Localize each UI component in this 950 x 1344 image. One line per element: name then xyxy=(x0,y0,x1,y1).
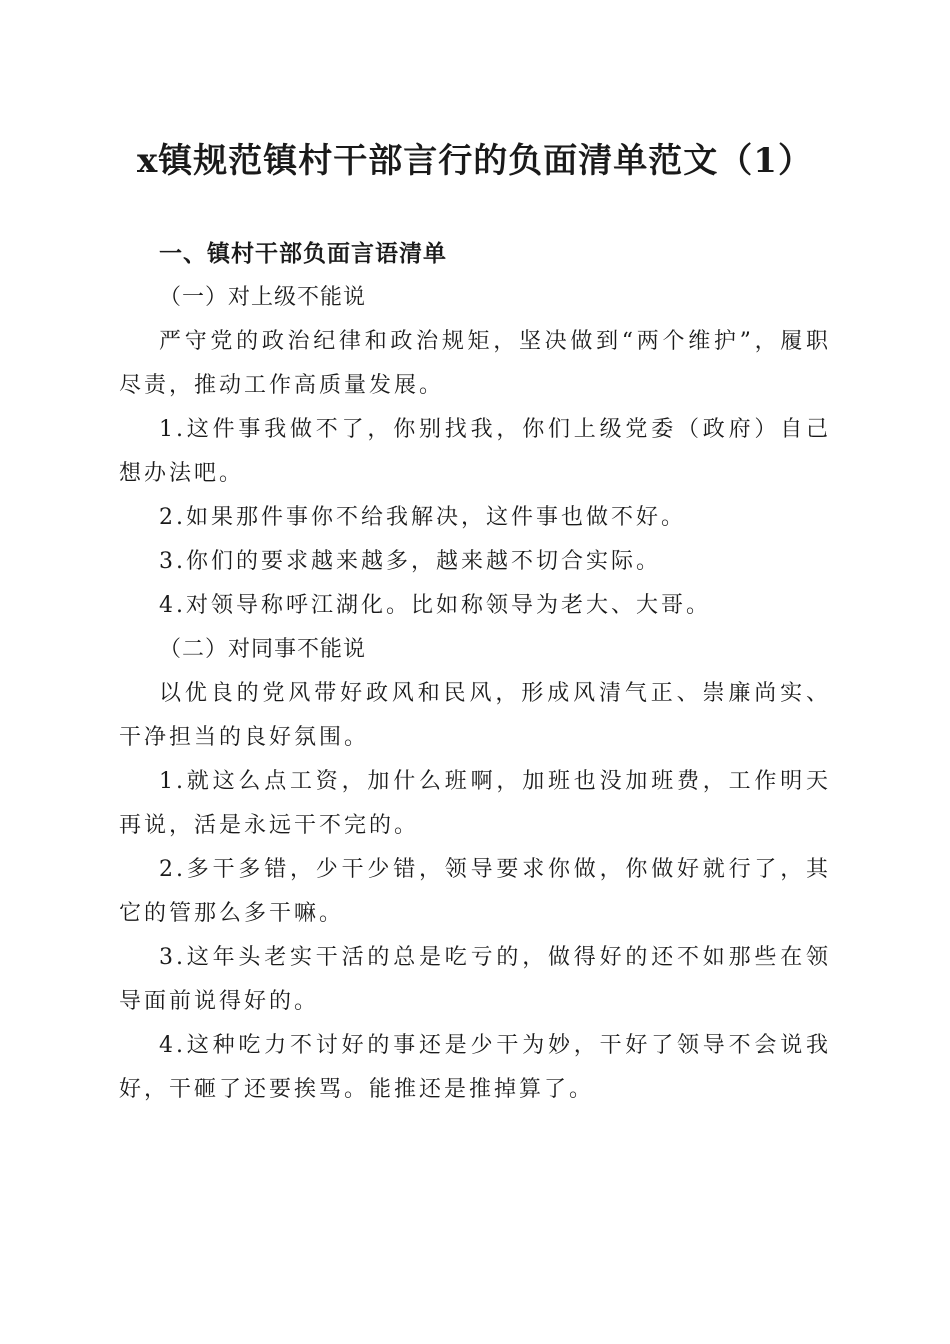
list-item: 2.如果那件事你不给我解决，这件事也做不好。 xyxy=(159,505,686,530)
list-item: 2.多干多错，少干少错，领导要求你做，你做好就行了，其它的管那么多干嘛。 xyxy=(119,857,831,926)
list-item: 4.这种吃力不讨好的事还是少干为妙，干好了领导不会说我好，干砸了还要挨骂。能推还是推掉算了。 xyxy=(119,1033,831,1102)
subsection-heading-superiors: （一）对上级不能说 xyxy=(159,285,367,310)
list-item: 1.这件事我做不了，你别找我，你们上级党委（政府）自己想办法吧。 xyxy=(119,417,831,486)
list-item: 4.对领导称呼江湖化。比如称领导为老大、大哥。 xyxy=(159,593,711,618)
subsection-intro-superiors: 严守党的政治纪律和政治规矩，坚决做到“两个维护”，履职尽责，推动工作高质量发展。 xyxy=(119,329,831,398)
document-body xyxy=(119,232,831,1112)
subsection-intro-colleagues: 以优良的党风带好政风和民风，形成风清气正、崇廉尚实、干净担当的良好氛围。 xyxy=(119,681,831,750)
list-item: 1.就这么点工资，加什么班啊，加班也没加班费，工作明天再说，活是永远干不完的。 xyxy=(119,769,831,838)
section-heading: 一、镇村干部负面言语清单 xyxy=(159,241,447,267)
document-title: x镇规范镇村干部言行的负面清单范文（1） xyxy=(137,141,813,181)
subsection-heading-colleagues: （二）对同事不能说 xyxy=(159,637,367,662)
list-item: 3.这年头老实干活的总是吃亏的，做得好的还不如那些在领导面前说得好的。 xyxy=(119,945,831,1014)
list-item: 3.你们的要求越来越多，越来越不切合实际。 xyxy=(159,549,661,574)
